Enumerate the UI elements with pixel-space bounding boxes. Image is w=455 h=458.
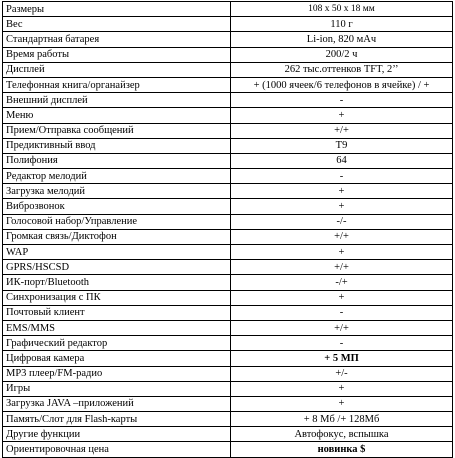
spec-table-container bbox=[2, 1, 453, 458]
table-row bbox=[3, 17, 453, 32]
spec-value: + bbox=[231, 245, 453, 260]
table-row bbox=[3, 123, 453, 138]
spec-value: - bbox=[231, 169, 453, 184]
spec-label: ИК-порт/Bluetooth bbox=[3, 275, 231, 290]
spec-label: Почтовый клиент bbox=[3, 305, 231, 320]
spec-label: Стандартная батарея bbox=[3, 32, 231, 47]
spec-value: новинка $ bbox=[231, 442, 453, 457]
table-row bbox=[3, 442, 453, 457]
spec-value: 64 bbox=[231, 153, 453, 168]
spec-value: Автофокус, вспышка bbox=[231, 427, 453, 442]
spec-label: Память/Слот для Flash-карты bbox=[3, 412, 231, 427]
table-row bbox=[3, 260, 453, 275]
table-row bbox=[3, 275, 453, 290]
spec-value: + 5 МП bbox=[231, 351, 453, 366]
spec-value: 262 тыс.оттенков TFT, 2’’ bbox=[231, 62, 453, 77]
spec-value: -/- bbox=[231, 214, 453, 229]
spec-value: - bbox=[231, 93, 453, 108]
spec-value: 200/2 ч bbox=[231, 47, 453, 62]
table-row bbox=[3, 427, 453, 442]
table-row bbox=[3, 32, 453, 47]
spec-label: Внешний дисплей bbox=[3, 93, 231, 108]
spec-label: Дисплей bbox=[3, 62, 231, 77]
table-row bbox=[3, 108, 453, 123]
spec-value: +/+ bbox=[231, 260, 453, 275]
spec-label: Загрузка мелодий bbox=[3, 184, 231, 199]
table-row bbox=[3, 320, 453, 335]
spec-value: + bbox=[231, 108, 453, 123]
spec-label: Размеры bbox=[3, 2, 231, 17]
spec-value: +/+ bbox=[231, 320, 453, 335]
spec-value: + (1000 ячеек/6 телефонов в ячейке) / + bbox=[231, 77, 453, 92]
spec-value: + bbox=[231, 184, 453, 199]
table-row bbox=[3, 62, 453, 77]
spec-label: Голосовой набор/Управление bbox=[3, 214, 231, 229]
spec-label: WAP bbox=[3, 245, 231, 260]
spec-value: + 8 Мб /+ 128Мб bbox=[231, 412, 453, 427]
spec-value: + bbox=[231, 396, 453, 411]
table-row bbox=[3, 245, 453, 260]
spec-label: Телефонная книга/органайзер bbox=[3, 77, 231, 92]
table-row bbox=[3, 351, 453, 366]
spec-table-body bbox=[3, 2, 453, 458]
table-row bbox=[3, 93, 453, 108]
spec-value: + bbox=[231, 199, 453, 214]
table-row bbox=[3, 184, 453, 199]
spec-label: Ориентировочная цена bbox=[3, 442, 231, 457]
table-row bbox=[3, 199, 453, 214]
table-row bbox=[3, 214, 453, 229]
spec-value: - bbox=[231, 336, 453, 351]
spec-label: EMS/MMS bbox=[3, 320, 231, 335]
spec-value: 110 г bbox=[231, 17, 453, 32]
table-row bbox=[3, 381, 453, 396]
spec-value: - bbox=[231, 305, 453, 320]
spec-label: Другие функции bbox=[3, 427, 231, 442]
spec-label: Предиктивный ввод bbox=[3, 138, 231, 153]
spec-value: +/+ bbox=[231, 123, 453, 138]
spec-table bbox=[2, 1, 453, 458]
table-row bbox=[3, 47, 453, 62]
table-row bbox=[3, 290, 453, 305]
table-row bbox=[3, 138, 453, 153]
spec-label: Меню bbox=[3, 108, 231, 123]
table-row bbox=[3, 366, 453, 381]
spec-label: MP3 плеер/FM-радио bbox=[3, 366, 231, 381]
spec-value: + bbox=[231, 290, 453, 305]
spec-value: Li-ion, 820 мАч bbox=[231, 32, 453, 47]
spec-label: Громкая связь/Диктофон bbox=[3, 229, 231, 244]
spec-value: T9 bbox=[231, 138, 453, 153]
spec-label: Время работы bbox=[3, 47, 231, 62]
spec-label: Синхронизация с ПК bbox=[3, 290, 231, 305]
table-row bbox=[3, 305, 453, 320]
table-row bbox=[3, 169, 453, 184]
spec-value: +/+ bbox=[231, 229, 453, 244]
table-row bbox=[3, 396, 453, 411]
table-row bbox=[3, 2, 453, 17]
table-row bbox=[3, 153, 453, 168]
table-row bbox=[3, 412, 453, 427]
spec-label: Вес bbox=[3, 17, 231, 32]
spec-label: Игры bbox=[3, 381, 231, 396]
spec-label: Редактор мелодий bbox=[3, 169, 231, 184]
spec-label: Графический редактор bbox=[3, 336, 231, 351]
spec-label: Прием/Отправка сообщений bbox=[3, 123, 231, 138]
spec-label: Цифровая камера bbox=[3, 351, 231, 366]
spec-label: Виброзвонок bbox=[3, 199, 231, 214]
spec-label: Полифония bbox=[3, 153, 231, 168]
table-row bbox=[3, 229, 453, 244]
spec-label: Загрузка JAVA –приложений bbox=[3, 396, 231, 411]
spec-value: + bbox=[231, 381, 453, 396]
spec-value: -/+ bbox=[231, 275, 453, 290]
spec-value: 108 x 50 x 18 мм bbox=[231, 2, 453, 17]
spec-value: +/- bbox=[231, 366, 453, 381]
table-row bbox=[3, 336, 453, 351]
spec-label: GPRS/HSCSD bbox=[3, 260, 231, 275]
table-row bbox=[3, 77, 453, 92]
